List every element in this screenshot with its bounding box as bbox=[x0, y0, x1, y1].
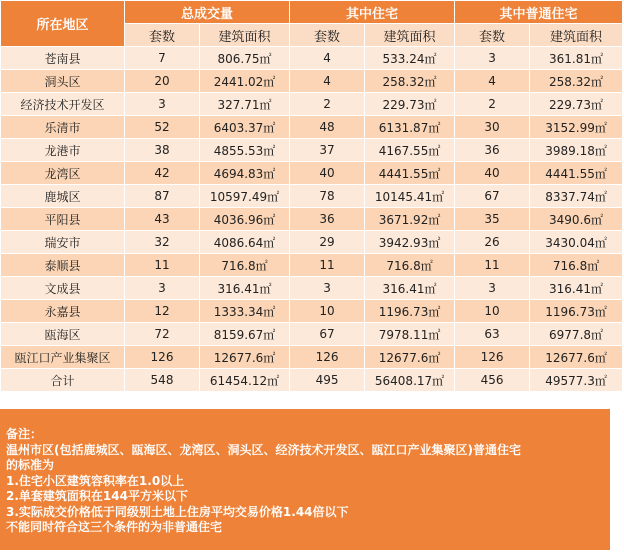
table-row bbox=[1, 231, 623, 254]
total-area-cell: 8159.67㎡ bbox=[200, 323, 290, 346]
ordinary-area-cell: 4441.55㎡ bbox=[530, 162, 623, 185]
ordinary-count-cell: 456 bbox=[455, 369, 530, 392]
ordinary-count-cell: 26 bbox=[455, 231, 530, 254]
region-cell: 泰顺县 bbox=[1, 254, 125, 277]
table-row bbox=[1, 162, 623, 185]
table-row bbox=[1, 346, 623, 369]
total-count-cell: 72 bbox=[125, 323, 200, 346]
ordinary-area-cell: 3430.04㎡ bbox=[530, 231, 623, 254]
note-line: 温州市区(包括鹿城区、瓯海区、龙湾区、洞头区、经济技术开发区、瓯江口产业集聚区)普通住宅 bbox=[6, 442, 521, 457]
residential-count-cell: 29 bbox=[290, 231, 365, 254]
total-count-cell: 87 bbox=[125, 185, 200, 208]
total-count-cell: 12 bbox=[125, 300, 200, 323]
ordinary-area-cell: 6977.8㎡ bbox=[530, 323, 623, 346]
ordinary-count-cell: 36 bbox=[455, 139, 530, 162]
ordinary-area-cell: 3490.6㎡ bbox=[530, 208, 623, 231]
header-row-groups bbox=[1, 1, 623, 24]
residential-count-cell: 48 bbox=[290, 116, 365, 139]
total-area-cell: 6403.37㎡ bbox=[200, 116, 290, 139]
sub-header-area: 建筑面积 bbox=[530, 24, 623, 47]
note-line: 不能同时符合这三个条件的为非普通住宅 bbox=[6, 520, 223, 534]
ordinary-area-cell: 361.81㎡ bbox=[530, 47, 623, 70]
ordinary-count-cell: 4 bbox=[455, 70, 530, 93]
region-cell: 鹿城区 bbox=[1, 185, 125, 208]
table-row bbox=[1, 93, 623, 116]
residential-count-cell: 37 bbox=[290, 139, 365, 162]
residential-area-cell: 716.8㎡ bbox=[365, 254, 455, 277]
residential-area-cell: 3942.93㎡ bbox=[365, 231, 455, 254]
note-line: 的标准为 bbox=[6, 458, 55, 472]
ordinary-area-cell: 716.8㎡ bbox=[530, 254, 623, 277]
ordinary-area-cell: 49577.3㎡ bbox=[530, 369, 623, 392]
total-area-cell: 4694.83㎡ bbox=[200, 162, 290, 185]
total-area-cell: 12677.6㎡ bbox=[200, 346, 290, 369]
residential-area-cell: 258.32㎡ bbox=[365, 70, 455, 93]
total-area-cell: 316.41㎡ bbox=[200, 277, 290, 300]
residential-count-cell: 495 bbox=[290, 369, 365, 392]
residential-area-cell: 533.24㎡ bbox=[365, 47, 455, 70]
residential-area-cell: 12677.6㎡ bbox=[365, 346, 455, 369]
total-count-cell: 126 bbox=[125, 346, 200, 369]
table-row bbox=[1, 277, 623, 300]
residential-count-cell: 2 bbox=[290, 93, 365, 116]
region-cell: 合计 bbox=[1, 369, 125, 392]
total-area-cell: 4086.64㎡ bbox=[200, 231, 290, 254]
total-count-cell: 7 bbox=[125, 47, 200, 70]
ordinary-count-cell: 40 bbox=[455, 162, 530, 185]
residential-area-cell: 6131.87㎡ bbox=[365, 116, 455, 139]
table-row bbox=[1, 254, 623, 277]
residential-count-cell: 4 bbox=[290, 47, 365, 70]
total-count-cell: 3 bbox=[125, 93, 200, 116]
total-count-cell: 548 bbox=[125, 369, 200, 392]
ordinary-count-cell: 30 bbox=[455, 116, 530, 139]
group-header-total: 总成交量 bbox=[125, 1, 290, 24]
region-cell: 龙港市 bbox=[1, 139, 125, 162]
residential-count-cell: 126 bbox=[290, 346, 365, 369]
total-area-cell: 327.71㎡ bbox=[200, 93, 290, 116]
ordinary-count-cell: 67 bbox=[455, 185, 530, 208]
table-row bbox=[1, 47, 623, 70]
residential-count-cell: 4 bbox=[290, 70, 365, 93]
total-count-cell: 20 bbox=[125, 70, 200, 93]
ordinary-area-cell: 8337.74㎡ bbox=[530, 185, 623, 208]
total-area-cell: 806.75㎡ bbox=[200, 47, 290, 70]
ordinary-area-cell: 258.32㎡ bbox=[530, 70, 623, 93]
ordinary-count-cell: 3 bbox=[455, 47, 530, 70]
region-cell: 平阳县 bbox=[1, 208, 125, 231]
region-cell: 瑞安市 bbox=[1, 231, 125, 254]
total-count-cell: 38 bbox=[125, 139, 200, 162]
region-cell: 瓯海区 bbox=[1, 323, 125, 346]
total-count-cell: 43 bbox=[125, 208, 200, 231]
residential-count-cell: 36 bbox=[290, 208, 365, 231]
ordinary-count-cell: 126 bbox=[455, 346, 530, 369]
total-area-cell: 1333.34㎡ bbox=[200, 300, 290, 323]
residential-area-cell: 10145.41㎡ bbox=[365, 185, 455, 208]
region-cell: 永嘉县 bbox=[1, 300, 125, 323]
residential-area-cell: 56408.17㎡ bbox=[365, 369, 455, 392]
table-row bbox=[1, 208, 623, 231]
ordinary-count-cell: 63 bbox=[455, 323, 530, 346]
ordinary-area-cell: 1196.73㎡ bbox=[530, 300, 623, 323]
total-area-cell: 716.8㎡ bbox=[200, 254, 290, 277]
residential-count-cell: 10 bbox=[290, 300, 365, 323]
residential-area-cell: 1196.73㎡ bbox=[365, 300, 455, 323]
residential-area-cell: 4441.55㎡ bbox=[365, 162, 455, 185]
region-cell: 龙湾区 bbox=[1, 162, 125, 185]
residential-count-cell: 67 bbox=[290, 323, 365, 346]
table-row bbox=[1, 369, 623, 392]
note-box bbox=[0, 409, 610, 550]
residential-area-cell: 4167.55㎡ bbox=[365, 139, 455, 162]
note-line: 2.单套建筑面积在144平方米以下 bbox=[6, 489, 188, 503]
residential-area-cell: 316.41㎡ bbox=[365, 277, 455, 300]
total-area-cell: 2441.02㎡ bbox=[200, 70, 290, 93]
total-count-cell: 11 bbox=[125, 254, 200, 277]
residential-count-cell: 40 bbox=[290, 162, 365, 185]
residential-area-cell: 7978.11㎡ bbox=[365, 323, 455, 346]
total-count-cell: 52 bbox=[125, 116, 200, 139]
region-cell: 瓯江口产业集聚区 bbox=[1, 346, 125, 369]
table-row bbox=[1, 323, 623, 346]
residential-count-cell: 11 bbox=[290, 254, 365, 277]
total-area-cell: 61454.12㎡ bbox=[200, 369, 290, 392]
ordinary-count-cell: 10 bbox=[455, 300, 530, 323]
region-cell: 苍南县 bbox=[1, 47, 125, 70]
table-row bbox=[1, 300, 623, 323]
ordinary-count-cell: 2 bbox=[455, 93, 530, 116]
ordinary-count-cell: 3 bbox=[455, 277, 530, 300]
group-header-residential: 其中住宅 bbox=[290, 1, 455, 24]
sub-header-count: 套数 bbox=[125, 24, 200, 47]
region-cell: 经济技术开发区 bbox=[1, 93, 125, 116]
region-cell: 洞头区 bbox=[1, 70, 125, 93]
group-header-ordinary: 其中普通住宅 bbox=[455, 1, 623, 24]
ordinary-count-cell: 35 bbox=[455, 208, 530, 231]
residential-count-cell: 78 bbox=[290, 185, 365, 208]
note-line: 备注： bbox=[6, 427, 43, 441]
residential-count-cell: 3 bbox=[290, 277, 365, 300]
region-header: 所在地区 bbox=[1, 1, 125, 47]
table-row bbox=[1, 139, 623, 162]
total-count-cell: 32 bbox=[125, 231, 200, 254]
table-row bbox=[1, 70, 623, 93]
total-area-cell: 4036.96㎡ bbox=[200, 208, 290, 231]
ordinary-count-cell: 11 bbox=[455, 254, 530, 277]
ordinary-area-cell: 3152.99㎡ bbox=[530, 116, 623, 139]
residential-area-cell: 3671.92㎡ bbox=[365, 208, 455, 231]
ordinary-area-cell: 316.41㎡ bbox=[530, 277, 623, 300]
note-line: 1.住宅小区建筑容积率在1.0以上 bbox=[6, 473, 185, 488]
ordinary-area-cell: 3989.18㎡ bbox=[530, 139, 623, 162]
total-count-cell: 3 bbox=[125, 277, 200, 300]
sub-header-count: 套数 bbox=[455, 24, 530, 47]
total-count-cell: 42 bbox=[125, 162, 200, 185]
ordinary-area-cell: 12677.6㎡ bbox=[530, 346, 623, 369]
ordinary-area-cell: 229.73㎡ bbox=[530, 93, 623, 116]
region-cell: 文成县 bbox=[1, 277, 125, 300]
table-row bbox=[1, 116, 623, 139]
region-cell: 乐清市 bbox=[1, 116, 125, 139]
residential-area-cell: 229.73㎡ bbox=[365, 93, 455, 116]
note-line: 3.实际成交价格低于同级别土地上住房平均交易价格1.44倍以下 bbox=[6, 504, 349, 519]
sub-header-area: 建筑面积 bbox=[365, 24, 455, 47]
sub-header-area: 建筑面积 bbox=[200, 24, 290, 47]
table-body bbox=[1, 47, 623, 392]
total-area-cell: 4855.53㎡ bbox=[200, 139, 290, 162]
total-area-cell: 10597.49㎡ bbox=[200, 185, 290, 208]
sub-header-count: 套数 bbox=[290, 24, 365, 47]
table-row bbox=[1, 185, 623, 208]
